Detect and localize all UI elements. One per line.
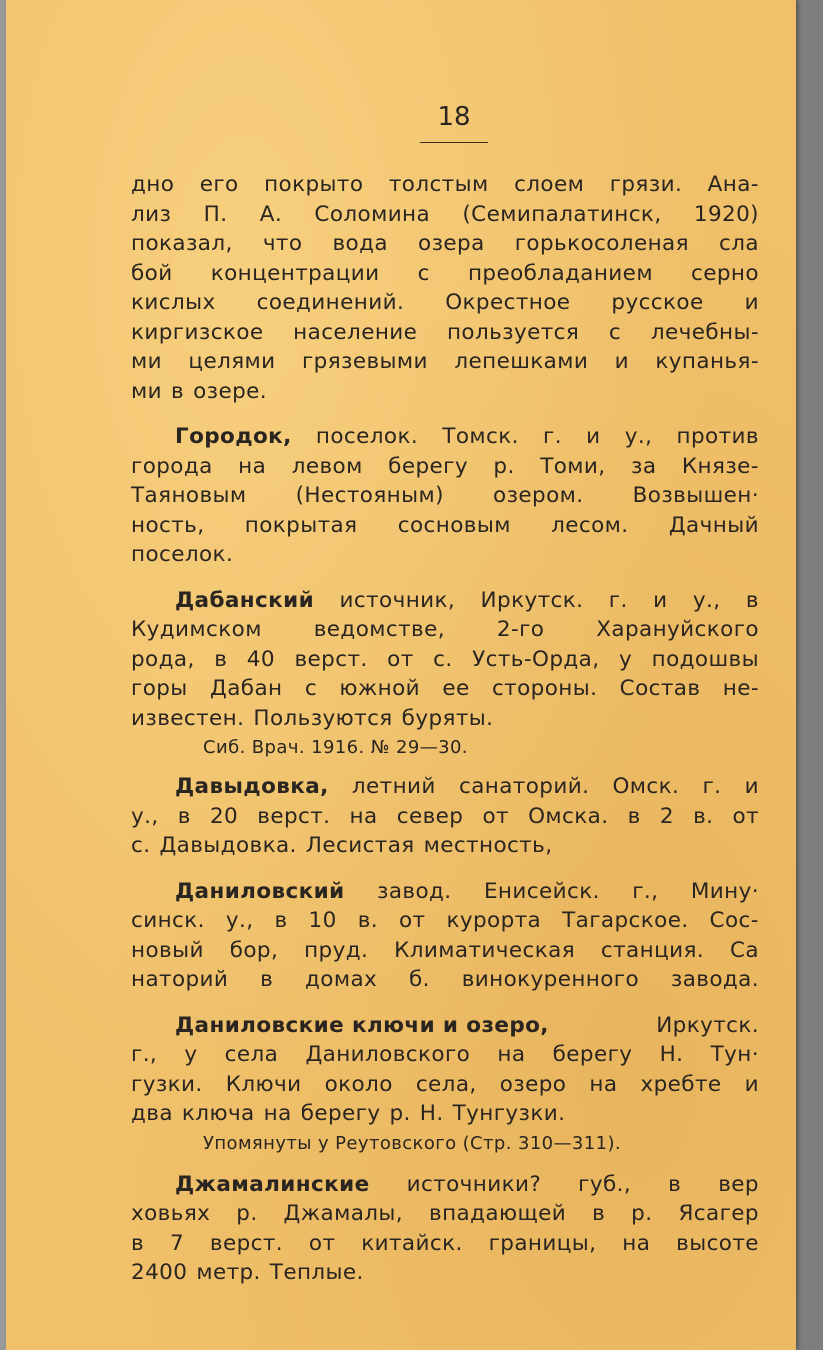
word: от <box>398 908 426 933</box>
word: верст. <box>257 803 331 829</box>
text-line <box>131 645 759 675</box>
word: Сос- <box>709 908 759 933</box>
word: на <box>349 803 378 829</box>
word: р. <box>236 1201 258 1226</box>
word: и <box>614 349 630 374</box>
entry-heading: Давыдовка, <box>175 774 329 799</box>
word: гузки. <box>131 1071 203 1097</box>
word: хребте <box>640 1071 722 1097</box>
text-line <box>131 200 759 230</box>
word: Джамалы, <box>283 1201 404 1226</box>
word: Иркутск. <box>480 587 584 613</box>
word: Мину· <box>690 878 759 904</box>
text-line <box>131 802 759 832</box>
page-number: 18 <box>420 102 488 143</box>
word: 10 <box>308 908 337 933</box>
word: 1920) <box>693 201 759 227</box>
text-line <box>131 1199 759 1229</box>
word: села <box>224 1042 279 1067</box>
word: 40 <box>246 646 275 672</box>
text-line <box>131 1099 759 1129</box>
word: новый <box>131 937 204 963</box>
word: с <box>304 676 318 701</box>
text-line <box>131 1040 759 1070</box>
word: Теплые. <box>269 1260 364 1285</box>
word: лечебны- <box>650 319 759 345</box>
entry-first-line <box>131 877 759 907</box>
word: Пользуются <box>253 705 393 731</box>
text-line <box>131 674 759 704</box>
word: винокуренного <box>461 967 640 992</box>
word: два <box>131 1101 173 1126</box>
word: ность, <box>131 512 205 538</box>
word: летний <box>351 774 436 799</box>
word: Даниловского <box>305 1042 471 1067</box>
word: подошвы <box>651 646 759 672</box>
word: с. <box>131 833 151 858</box>
word: р. <box>631 1201 653 1226</box>
word: в <box>274 908 288 933</box>
word: Тун· <box>710 1042 759 1067</box>
word: преобладанием <box>467 260 653 286</box>
word: пруд. <box>304 937 369 963</box>
word: местность, <box>423 833 553 858</box>
word: Н. <box>419 1101 444 1126</box>
text-line <box>131 965 759 995</box>
text-line <box>131 481 759 511</box>
word: Состав <box>619 676 701 701</box>
text-line <box>131 936 759 966</box>
word: Соломина <box>314 201 431 227</box>
word: лепешками <box>454 349 589 374</box>
word: Н. <box>659 1042 684 1067</box>
word: за <box>630 453 657 479</box>
word: р. <box>493 453 515 479</box>
word: покрыто <box>264 172 364 197</box>
word: ми <box>131 378 162 404</box>
text-line <box>131 1229 759 1259</box>
word: города <box>131 453 213 479</box>
word: толстым <box>388 172 489 197</box>
word: лесом. <box>551 512 629 538</box>
word: около <box>324 1071 393 1097</box>
word: целями <box>188 349 276 374</box>
word: озера <box>418 231 485 256</box>
word: г., <box>131 1042 158 1067</box>
word: Дабан <box>210 676 283 701</box>
word: Омск. <box>612 774 680 799</box>
word: левом <box>291 453 363 479</box>
word: Харануйского <box>596 617 759 642</box>
entry-heading: Даниловский <box>175 878 345 904</box>
word: в. <box>693 803 714 829</box>
word: русское <box>611 290 704 315</box>
word: от <box>732 803 759 829</box>
word: стороны. <box>491 676 598 701</box>
word: 2400 <box>131 1260 188 1285</box>
word: в <box>131 1230 145 1256</box>
word: 2-го <box>496 617 545 642</box>
word: Ана- <box>707 172 759 197</box>
word: 7 <box>169 1230 185 1256</box>
word: с <box>417 260 430 286</box>
word: источники? <box>406 1171 542 1197</box>
word: Князе- <box>681 453 759 479</box>
word: против <box>676 424 759 449</box>
word: на <box>238 453 267 479</box>
word: П. <box>203 201 228 227</box>
word: и <box>586 424 601 449</box>
word: покрытая <box>244 512 358 538</box>
word: Кудимском <box>131 617 262 642</box>
word: у., <box>225 908 254 933</box>
text-line <box>131 615 759 645</box>
word: ми <box>131 349 162 374</box>
word: ключа <box>181 1101 255 1126</box>
entry-first-line <box>131 586 759 616</box>
page-body <box>131 170 759 1288</box>
word: наторий <box>131 967 229 992</box>
word: Климатическая <box>394 937 576 963</box>
entry-first-line <box>131 1011 759 1041</box>
word: Усть-Орда, <box>472 646 600 672</box>
word: г., <box>632 878 659 904</box>
entry-heading: Даниловские ключи и озеро, <box>175 1012 549 1038</box>
word: р. <box>389 1101 411 1126</box>
word: купанья- <box>655 349 759 374</box>
word: высоте <box>676 1230 759 1256</box>
word: от <box>308 1230 336 1256</box>
word: население <box>293 319 418 345</box>
word: концентрации <box>210 260 380 286</box>
word: бор, <box>229 937 279 963</box>
entry-heading: Городок, <box>175 424 292 449</box>
word: Иркутск. <box>656 1012 759 1038</box>
word: Возвышен· <box>632 483 759 508</box>
word: впадающей <box>429 1201 567 1226</box>
word: в <box>627 803 641 829</box>
word: Са <box>729 937 759 963</box>
word: 20 <box>209 803 239 829</box>
word: вер <box>718 1171 759 1197</box>
word: Омска. <box>528 803 609 829</box>
word: китайск. <box>361 1230 463 1256</box>
word: озеро <box>499 1071 567 1097</box>
word: домах <box>305 967 378 992</box>
word: у <box>618 646 633 672</box>
word: озере. <box>193 378 268 404</box>
word: грязи. <box>609 172 683 197</box>
word: что <box>262 231 303 256</box>
word: лиз <box>131 201 172 227</box>
word: ведомстве, <box>313 617 445 642</box>
word: в <box>260 967 274 992</box>
word: и <box>744 1071 759 1097</box>
word: его <box>199 172 239 197</box>
word: берегу <box>300 1101 381 1126</box>
word: ховьях <box>131 1201 211 1226</box>
word: у <box>184 1042 198 1067</box>
word: и <box>744 774 759 799</box>
word: Ясагер <box>678 1201 759 1226</box>
word: г. <box>543 424 562 449</box>
word: показал, <box>131 231 233 256</box>
word: рода, <box>131 646 195 672</box>
text-line <box>131 1258 759 1288</box>
text-line <box>131 347 759 377</box>
word: Таяновым <box>131 483 247 508</box>
word: слоем <box>514 172 585 197</box>
word: южной <box>339 676 421 701</box>
text-line <box>131 377 759 407</box>
word: (Семипалатинск, <box>462 201 662 227</box>
word: у., <box>692 587 721 613</box>
word: буряты. <box>401 705 494 731</box>
word: с <box>608 319 622 345</box>
word: север <box>396 803 464 829</box>
word: на <box>497 1042 526 1067</box>
word: в <box>171 378 185 404</box>
word: верст. <box>294 646 368 672</box>
word: верст. <box>209 1230 284 1256</box>
word: берегу <box>388 453 468 479</box>
word: сла <box>719 231 759 256</box>
word: Ключи <box>225 1071 302 1097</box>
text-line <box>131 259 759 289</box>
word: киргизское <box>131 319 264 345</box>
word: сосновым <box>397 512 511 538</box>
word: г. <box>702 774 722 799</box>
word: дно <box>131 172 175 197</box>
word: берегу <box>552 1042 633 1067</box>
word: Лесистая <box>305 833 415 858</box>
word: А. <box>259 201 283 227</box>
entry-first-line <box>131 422 759 452</box>
word: пользуется <box>446 319 580 345</box>
word: станция. <box>600 937 705 963</box>
text-line <box>131 170 759 200</box>
word: курорта <box>446 908 542 933</box>
word: горы <box>131 676 188 701</box>
text-line <box>131 831 759 861</box>
word: завода. <box>670 967 759 992</box>
word: горькосоленая <box>514 231 689 256</box>
word: г. <box>608 587 628 613</box>
word: Тунгузки. <box>452 1101 566 1126</box>
text-line <box>131 229 759 259</box>
word: метр. <box>196 1260 261 1285</box>
word: санаторий. <box>458 774 590 799</box>
word: ее <box>442 676 470 701</box>
entry-first-line <box>131 1170 759 1200</box>
word: 2 <box>659 803 674 829</box>
word: не- <box>722 676 759 701</box>
word: серно <box>691 260 759 286</box>
entry-heading: Дабанский <box>175 587 315 613</box>
word: и <box>653 587 668 613</box>
word: на <box>263 1101 292 1126</box>
word: Томск. <box>442 424 519 449</box>
word: в <box>214 646 228 672</box>
word: села, <box>415 1071 477 1097</box>
word: Енисейск. <box>483 878 600 904</box>
word: поселок. <box>315 424 419 449</box>
word: (Нестояным) <box>295 483 444 508</box>
word: и <box>744 290 759 315</box>
text-line <box>131 906 759 936</box>
word: источник, <box>339 587 456 613</box>
word: Тагарское. <box>562 908 689 933</box>
word: в <box>177 803 191 829</box>
entry-heading: Джамалинские <box>175 1171 370 1197</box>
word: б. <box>408 967 430 992</box>
entry-first-line <box>131 772 759 802</box>
word: кислых <box>131 290 216 315</box>
scan-background-strip <box>796 0 823 1350</box>
text-line <box>131 704 759 734</box>
word: поселок. <box>131 542 234 567</box>
word: Дачный <box>668 512 759 538</box>
text-line <box>131 452 759 482</box>
word: границы, <box>488 1230 597 1256</box>
word: у., <box>624 424 653 449</box>
word: вода <box>332 231 388 256</box>
word: в. <box>357 908 378 933</box>
text-line <box>131 288 759 318</box>
citation: Сиб. Врач. 1916. № 29—30. <box>203 737 468 758</box>
word: в <box>745 587 759 613</box>
word: Давыдовка. <box>159 833 297 858</box>
word: грязевыми <box>301 349 428 374</box>
word: от <box>387 646 414 672</box>
word: соединений. <box>256 290 405 315</box>
word: в <box>592 1201 606 1226</box>
text-line <box>131 318 759 348</box>
word: в <box>668 1171 682 1197</box>
word: завод. <box>376 878 452 904</box>
word: на <box>622 1230 651 1256</box>
word: губ., <box>578 1171 632 1197</box>
text-line <box>131 1070 759 1100</box>
word: с. <box>433 646 453 672</box>
word: Томи, <box>540 453 606 479</box>
text-line <box>131 511 759 541</box>
word: озером. <box>493 483 584 508</box>
text-line <box>131 540 759 570</box>
word: на <box>589 1071 618 1097</box>
word: бой <box>131 260 173 286</box>
citation: Упомянуты у Реутовского (Стр. 310—311). <box>203 1132 622 1154</box>
word: синск. <box>131 908 205 933</box>
word: у., <box>131 803 159 829</box>
word: Окрестное <box>445 290 571 315</box>
word: известен. <box>131 705 245 731</box>
word: от <box>482 803 509 829</box>
